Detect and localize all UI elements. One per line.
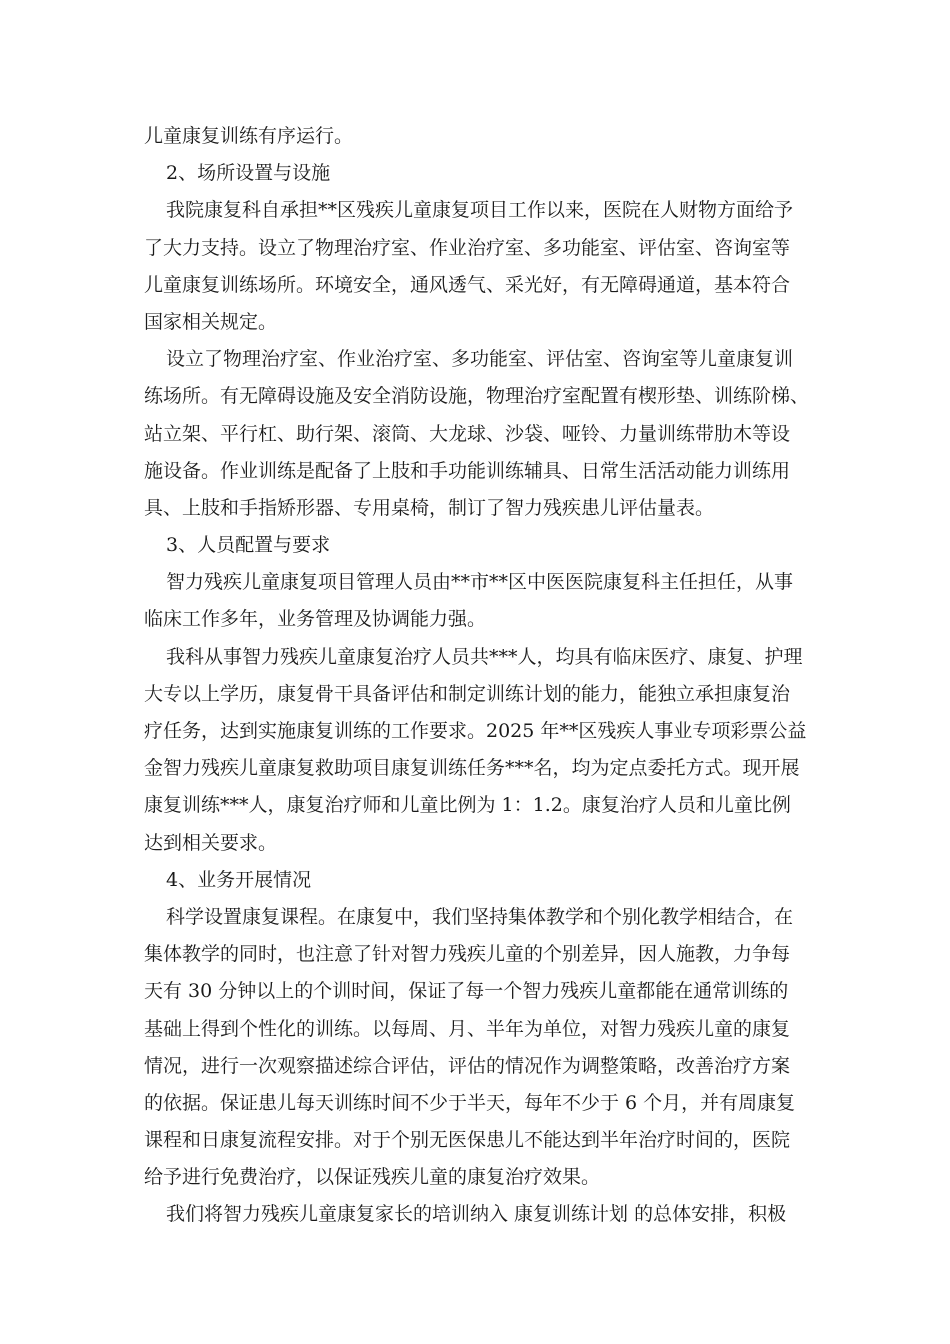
- paragraph-line: 站立架、平行杠、助行架、滚筒、大龙球、沙袋、哑铃、力量训练带肋木等设: [144, 422, 791, 445]
- paragraph-first-line: 科学设置康复课程。在康复中，我们坚持集体教学和个别化教学相结合，在: [166, 905, 794, 928]
- paragraph-line: 儿童康复训练有序运行。: [144, 125, 354, 147]
- document-body: [144, 118, 824, 1234]
- paragraph-line: 临床工作多年，业务管理及协调能力强。: [144, 608, 487, 631]
- paragraph-line: 具、上肢和手指矫形器、专用桌椅，制订了智力残疾患儿评估量表。: [144, 496, 715, 519]
- paragraph-first-line: 我们将智力残疾儿童康复家长的培训纳入 康复训练计划 的总体安排，积极: [166, 1203, 787, 1226]
- paragraph-line: 给予进行免费治疗，以保证残疾儿童的康复治疗效果。: [144, 1166, 601, 1189]
- paragraph-first-line: 设立了物理治疗室、作业治疗室、多功能室、评估室、咨询室等儿童康复训: [166, 348, 794, 371]
- paragraph-line: 的依据。保证患儿每天训练时间不少于半天，每年不少于 6 个月，并有周康复: [144, 1091, 796, 1114]
- paragraph-line: 了大力支持。设立了物理治疗室、作业治疗室、多功能室、评估室、咨询室等: [144, 236, 791, 259]
- paragraph-line: 施设备。作业训练是配备了上肢和手功能训练辅具、日常生活活动能力训练用: [144, 459, 791, 482]
- paragraph-line: 康复训练***人，康复治疗师和儿童比例为 1：1.2。康复治疗人员和儿童比例: [144, 794, 791, 817]
- paragraph-line: 课程和日康复流程安排。对于个别无医保患儿不能达到半年治疗时间的，医院: [144, 1129, 791, 1152]
- paragraph-first-line: 我科从事智力残疾儿童康复治疗人员共***人，均具有临床医疗、康复、护理: [166, 645, 803, 668]
- paragraph-line: 达到相关要求。: [144, 831, 278, 854]
- paragraph-first-line: 智力残疾儿童康复项目管理人员由**市**区中医医院康复科主任担任，从事: [166, 571, 794, 594]
- paragraph-line: 集体教学的同时，也注意了针对智力残疾儿童的个别差异，因人施教，力争每: [144, 943, 791, 966]
- paragraph-line: 天有 30 分钟以上的个训时间，保证了每一个智力残疾儿童都能在通常训练的: [144, 980, 789, 1003]
- paragraph-line: 金智力残疾儿童康复救助项目康复训练任务***名，均为定点委托方式。现开展: [144, 757, 800, 780]
- paragraph-line: 情况，进行一次观察描述综合评估，评估的情况作为调整策略，改善治疗方案: [144, 1054, 791, 1077]
- paragraph-first-line: 我院康复科自承担**区残疾儿童康复项目工作以来，医院在人财物方面给予: [166, 199, 794, 222]
- paragraph-line: 练场所。有无障碍设施及安全消防设施，物理治疗室配置有楔形垫、训练阶梯、: [144, 385, 810, 408]
- paragraph-line: 国家相关规定。: [144, 310, 278, 333]
- paragraph-first-line: 2、场所设置与设施: [166, 162, 331, 185]
- paragraph-line: 儿童康复训练场所。环境安全，通风透气、采光好，有无障碍通道，基本符合: [144, 273, 791, 296]
- paragraph-line: 基础上得到个性化的训练。以每周、月、半年为单位，对智力残疾儿童的康复: [144, 1017, 791, 1040]
- paragraph-first-line: 4、业务开展情况: [166, 868, 312, 891]
- paragraph-first-line: 3、人员配置与要求: [166, 534, 331, 557]
- paragraph-line: 疗任务，达到实施康复训练的工作要求。2025 年**区残疾人事业专项彩票公益: [144, 720, 807, 742]
- paragraph-line: 大专以上学历，康复骨干具备评估和制定训练计划的能力，能独立承担康复治: [144, 682, 791, 705]
